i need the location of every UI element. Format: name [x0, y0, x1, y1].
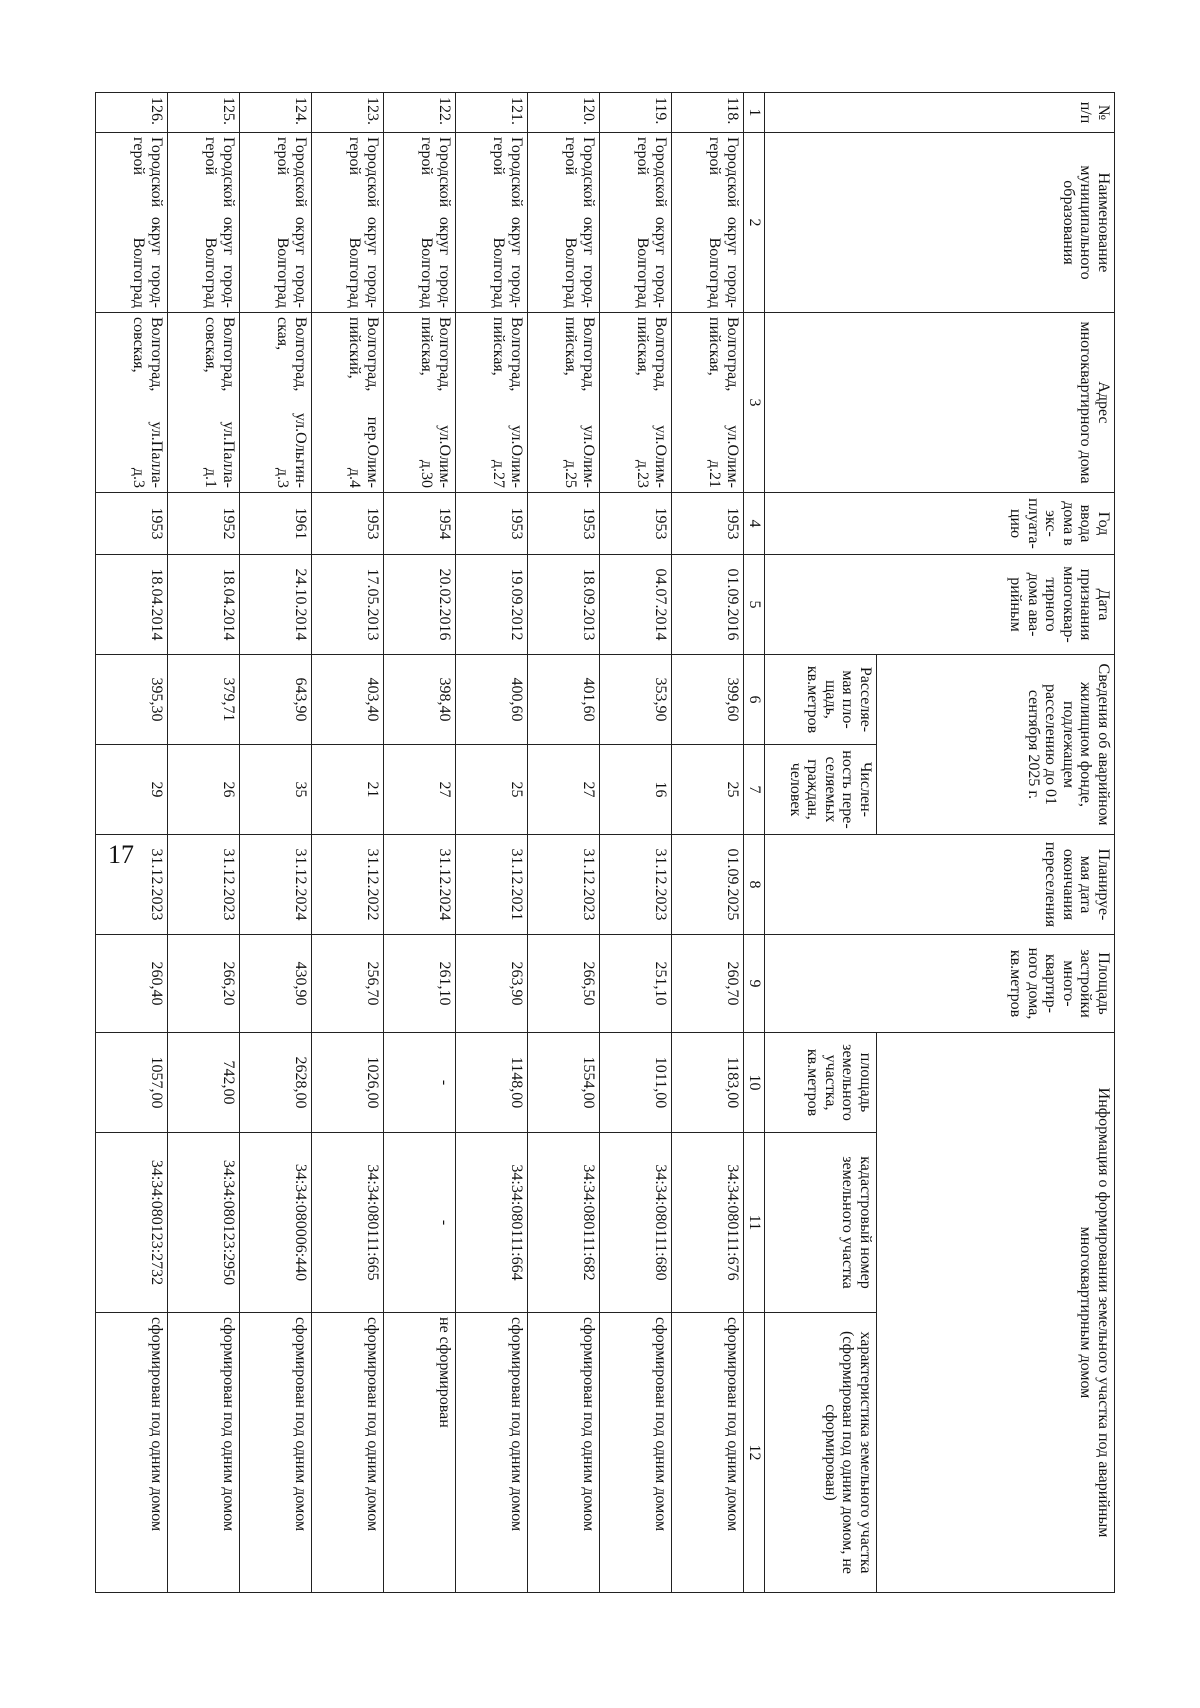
- municipality-cell: Городской округ город-герой Волгоград: [240, 133, 312, 313]
- building-area-cell: 266,50: [528, 935, 600, 1033]
- land-status-cell: сформирован под одним домом: [312, 1313, 384, 1593]
- municipality-cell: Городской округ город-герой Волгоград: [456, 133, 528, 313]
- land-area-cell: 742,00: [168, 1033, 240, 1133]
- year-cell: 1954: [384, 493, 456, 555]
- land-area-cell: 1148,00: [456, 1033, 528, 1133]
- address-cell: Волгоград, ул.Ольгин-ская, д.3: [240, 313, 312, 493]
- land-area-cell: 1183,00: [672, 1033, 744, 1133]
- municipality-cell: Городской округ город-герой Волгоград: [384, 133, 456, 313]
- building-area-cell: 256,70: [312, 935, 384, 1033]
- people-count-cell: 25: [672, 745, 744, 835]
- resettled-area-cell: 643,90: [240, 655, 312, 745]
- people-count-cell: 21: [312, 745, 384, 835]
- header-land-status: характеристика земельного участка (сформирован под одним домом, не сформирован): [765, 1313, 877, 1593]
- building-area-cell: 261,10: [384, 935, 456, 1033]
- building-area-cell: 263,90: [456, 935, 528, 1033]
- building-area-cell: 260,40: [96, 935, 168, 1033]
- land-status-cell: сформирован под одним домом: [672, 1313, 744, 1593]
- cadastre-cell: 34:34:080123:2950: [168, 1133, 240, 1313]
- people-count-cell: 29: [96, 745, 168, 835]
- people-count-cell: 26: [168, 745, 240, 835]
- land-status-cell: сформирован под одним домом: [528, 1313, 600, 1593]
- planned-date-cell: 01.09.2025: [672, 835, 744, 935]
- header-resettlement-group: Сведения об аварийном жилищном фонде, подлежащем расселению до 01 сентября 2025 г.: [877, 655, 1115, 835]
- municipality-cell: Городской округ город-герой Волгоград: [168, 133, 240, 313]
- cadastre-cell: 34:34:080123:2732: [96, 1133, 168, 1313]
- resettled-area-cell: 353,90: [600, 655, 672, 745]
- land-area-cell: -: [384, 1033, 456, 1133]
- cadastre-cell: 34:34:080006:440: [240, 1133, 312, 1313]
- emergency-date-cell: 18.09.2013: [528, 555, 600, 655]
- address-cell: Волгоград, пер.Олим-пийский, д.4: [312, 313, 384, 493]
- land-status-cell: сформирован под одним домом: [240, 1313, 312, 1593]
- land-status-cell: не сформирован: [384, 1313, 456, 1593]
- year-cell: 1952: [168, 493, 240, 555]
- header-people-count: Числен-ность пере-селяемых граждан, человек: [765, 745, 877, 835]
- planned-date-cell: 31.12.2023: [96, 835, 168, 935]
- building-area-cell: 260,70: [672, 935, 744, 1033]
- table-row: [384, 93, 456, 1593]
- row-number: 122.: [384, 93, 456, 133]
- land-status-cell: сформирован под одним домом: [456, 1313, 528, 1593]
- header-municipality: Наименование муниципального образования: [765, 133, 1115, 313]
- planned-date-cell: 31.12.2024: [240, 835, 312, 935]
- emergency-date-cell: 04.07.2014: [600, 555, 672, 655]
- row-number: 124.: [240, 93, 312, 133]
- land-area-cell: 1026,00: [312, 1033, 384, 1133]
- land-status-cell: сформирован под одним домом: [168, 1313, 240, 1593]
- address-cell: Волгоград, ул.Олим-пийская, д.27: [456, 313, 528, 493]
- emergency-date-cell: 18.04.2014: [168, 555, 240, 655]
- column-number: 7: [744, 745, 765, 835]
- people-count-cell: 27: [384, 745, 456, 835]
- table-body: [96, 93, 744, 1593]
- address-cell: Волгоград, ул.Палла-совская, д.1: [168, 313, 240, 493]
- resettled-area-cell: 399,60: [672, 655, 744, 745]
- building-area-cell: 251,10: [600, 935, 672, 1033]
- header-land-group: Информация о формировании земельного участка под аварийным многоквартирным домом: [877, 1033, 1115, 1593]
- header-year: Год ввода дома в экс-плуата-цию: [765, 493, 1115, 555]
- header-building-area: Площадь застройки много-квартир-ного дома, кв.метров: [765, 935, 1115, 1033]
- land-status-cell: сформирован под одним домом: [96, 1313, 168, 1593]
- planned-date-cell: 31.12.2023: [600, 835, 672, 935]
- cadastre-cell: 34:34:080111:665: [312, 1133, 384, 1313]
- header-num: № п/п: [765, 93, 1115, 133]
- column-number: 12: [744, 1313, 765, 1593]
- table-row: [600, 93, 672, 1593]
- column-number-row: [744, 93, 765, 1593]
- row-number: 118.: [672, 93, 744, 133]
- year-cell: 1953: [96, 493, 168, 555]
- emergency-date-cell: 20.02.2016: [384, 555, 456, 655]
- planned-date-cell: 31.12.2023: [168, 835, 240, 935]
- rotated-sheet: [40, 92, 1115, 1592]
- page-number: 17: [108, 840, 134, 869]
- people-count-cell: 27: [528, 745, 600, 835]
- land-area-cell: 1554,00: [528, 1033, 600, 1133]
- resettled-area-cell: 379,71: [168, 655, 240, 745]
- column-number: 6: [744, 655, 765, 745]
- resettled-area-cell: 398,40: [384, 655, 456, 745]
- header-cadastre: кадастровый номер земельного участка: [765, 1133, 877, 1313]
- people-count-cell: 16: [600, 745, 672, 835]
- header-address: Адрес многоквартирного дома: [765, 313, 1115, 493]
- row-number: 126.: [96, 93, 168, 133]
- column-number: 1: [744, 93, 765, 133]
- land-area-cell: 1057,00: [96, 1033, 168, 1133]
- cadastre-cell: 34:34:080111:664: [456, 1133, 528, 1313]
- land-area-cell: 2628,00: [240, 1033, 312, 1133]
- column-number: 2: [744, 133, 765, 313]
- header-resettled-area: Расселяе-мая пло-щадь, кв.метров: [765, 655, 877, 745]
- emergency-date-cell: 17.05.2013: [312, 555, 384, 655]
- resettled-area-cell: 395,30: [96, 655, 168, 745]
- year-cell: 1961: [240, 493, 312, 555]
- municipality-cell: Городской округ город-герой Волгоград: [312, 133, 384, 313]
- column-number: 4: [744, 493, 765, 555]
- people-count-cell: 25: [456, 745, 528, 835]
- year-cell: 1953: [312, 493, 384, 555]
- column-number: 5: [744, 555, 765, 655]
- municipality-cell: Городской округ город-герой Волгоград: [528, 133, 600, 313]
- row-number: 121.: [456, 93, 528, 133]
- resettled-area-cell: 403,40: [312, 655, 384, 745]
- column-number: 11: [744, 1133, 765, 1313]
- housing-table: [95, 92, 1115, 1593]
- cadastre-cell: 34:34:080111:680: [600, 1133, 672, 1313]
- land-status-cell: сформирован под одним домом: [600, 1313, 672, 1593]
- row-number: 119.: [600, 93, 672, 133]
- address-cell: Волгоград, ул.Олим-пийская, д.30: [384, 313, 456, 493]
- table-row: [528, 93, 600, 1593]
- planned-date-cell: 31.12.2022: [312, 835, 384, 935]
- planned-date-cell: 31.12.2023: [528, 835, 600, 935]
- year-cell: 1953: [528, 493, 600, 555]
- column-number: 8: [744, 835, 765, 935]
- planned-date-cell: 31.12.2021: [456, 835, 528, 935]
- address-cell: Волгоград, ул.Палла-совская, д.3: [96, 313, 168, 493]
- address-cell: Волгоград, ул.Олим-пийская, д.21: [672, 313, 744, 493]
- planned-date-cell: 31.12.2024: [384, 835, 456, 935]
- building-area-cell: 266,20: [168, 935, 240, 1033]
- row-number: 125.: [168, 93, 240, 133]
- people-count-cell: 35: [240, 745, 312, 835]
- header-emergency-date: Дата признания многоквар-тирного дома ава-рийным: [765, 555, 1115, 655]
- cadastre-cell: 34:34:080111:676: [672, 1133, 744, 1313]
- table-row: [240, 93, 312, 1593]
- table-row: [312, 93, 384, 1593]
- emergency-date-cell: 18.04.2014: [96, 555, 168, 655]
- year-cell: 1953: [456, 493, 528, 555]
- header-planned-date: Планируе-мая дата окончания переселения: [765, 835, 1115, 935]
- municipality-cell: Городской округ город-герой Волгоград: [600, 133, 672, 313]
- table-row: [456, 93, 528, 1593]
- column-number: 3: [744, 313, 765, 493]
- building-area-cell: 430,90: [240, 935, 312, 1033]
- emergency-date-cell: 19.09.2012: [456, 555, 528, 655]
- table-row: [672, 93, 744, 1593]
- row-number: 120.: [528, 93, 600, 133]
- header-land-area: площадь земельного участка, кв.метров: [765, 1033, 877, 1133]
- resettled-area-cell: 400,60: [456, 655, 528, 745]
- address-cell: Волгоград, ул.Олим-пийская, д.23: [600, 313, 672, 493]
- resettled-area-cell: 401,60: [528, 655, 600, 745]
- land-area-cell: 1011,00: [600, 1033, 672, 1133]
- table-row: [168, 93, 240, 1593]
- municipality-cell: Городской округ город-герой Волгоград: [672, 133, 744, 313]
- municipality-cell: Городской округ город-герой Волгоград: [96, 133, 168, 313]
- table-row: [96, 93, 168, 1593]
- emergency-date-cell: 01.09.2016: [672, 555, 744, 655]
- cadastre-cell: -: [384, 1133, 456, 1313]
- row-number: 123.: [312, 93, 384, 133]
- address-cell: Волгоград, ул.Олим-пийская, д.25: [528, 313, 600, 493]
- column-number: 10: [744, 1033, 765, 1133]
- emergency-date-cell: 24.10.2014: [240, 555, 312, 655]
- year-cell: 1953: [672, 493, 744, 555]
- cadastre-cell: 34:34:080111:682: [528, 1133, 600, 1313]
- year-cell: 1953: [600, 493, 672, 555]
- column-number: 9: [744, 935, 765, 1033]
